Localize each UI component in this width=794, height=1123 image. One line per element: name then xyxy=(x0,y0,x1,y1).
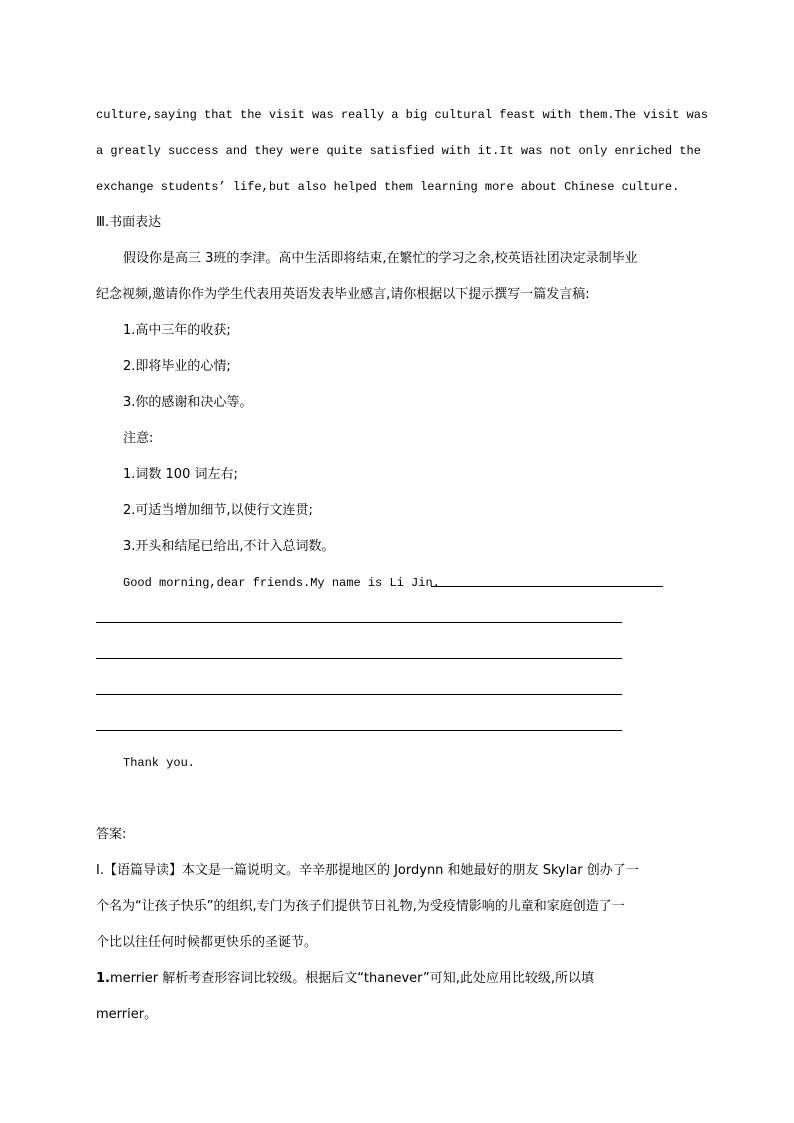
answer-blank-line xyxy=(96,730,622,731)
answers-intro-line-1: Ⅰ.【语篇导读】本文是一篇说明文。辛辛那提地区的 Jordynn 和她最好的朋友 Skylar 创办了一 xyxy=(96,863,639,878)
passage-line-1: culture,saying that the visit was really a big cultural feast with them.The visit was xyxy=(96,108,709,122)
writing-heading: Ⅲ.书面表达 xyxy=(96,215,162,230)
answer-blank-line xyxy=(96,694,622,695)
writing-prompt-line-1: 假设你是高三 3班的李津。高中生活即将结束,在繁忙的学习之余,校英语社团决定录制毕业 xyxy=(123,251,638,266)
answers-intro-line-3: 个比以往任何时候都更快乐的圣诞节。 xyxy=(96,935,318,950)
answer-item-1-text: merrier 解析考查形容词比较级。根据后文“thanever”可知,此处应用比较级,所以填 xyxy=(109,971,595,986)
note-1: 1.词数 100 词左右; xyxy=(123,467,238,482)
answers-intro-line-2: 个名为“让孩子快乐”的组织,专门为孩子们提供节日礼物,为受疫情影响的儿童和家庭创造了一 xyxy=(96,899,625,914)
writing-point-1: 1.高中三年的收获; xyxy=(123,323,231,338)
answer-item-1-continued: merrier。 xyxy=(96,1007,158,1022)
passage-line-3: exchange students’ life,but also helped them learning more about Chinese culture. xyxy=(96,180,680,194)
note-2: 2.可适当增加细节,以使行文连贯; xyxy=(123,503,313,518)
writing-point-2: 2.即将毕业的心情; xyxy=(123,359,231,374)
closing-sentence: Thank you. xyxy=(123,756,196,770)
answer-blank-line xyxy=(96,622,622,623)
answer-blank-line xyxy=(96,658,622,659)
note-label: 注意: xyxy=(123,431,154,446)
note-3: 3.开头和结尾已给出,不计入总词数。 xyxy=(123,539,335,554)
opening-sentence: Good morning,dear friends.My name is Li Jin. xyxy=(123,576,440,590)
answer-item-1-number: 1. xyxy=(96,971,110,986)
writing-prompt-line-2: 纪念视频,邀请你作为学生代表用英语发表毕业感言,请你根据以下提示撰写一篇发言稿: xyxy=(96,287,590,302)
answer-item-1 xyxy=(96,970,594,988)
answers-label: 答案: xyxy=(96,827,127,842)
answer-blank-line-first xyxy=(431,586,663,587)
passage-line-2: a greatly success and they were quite satisfied with it.It was not only enriched the xyxy=(96,144,701,158)
writing-point-3: 3.你的感谢和决心等。 xyxy=(123,395,253,410)
